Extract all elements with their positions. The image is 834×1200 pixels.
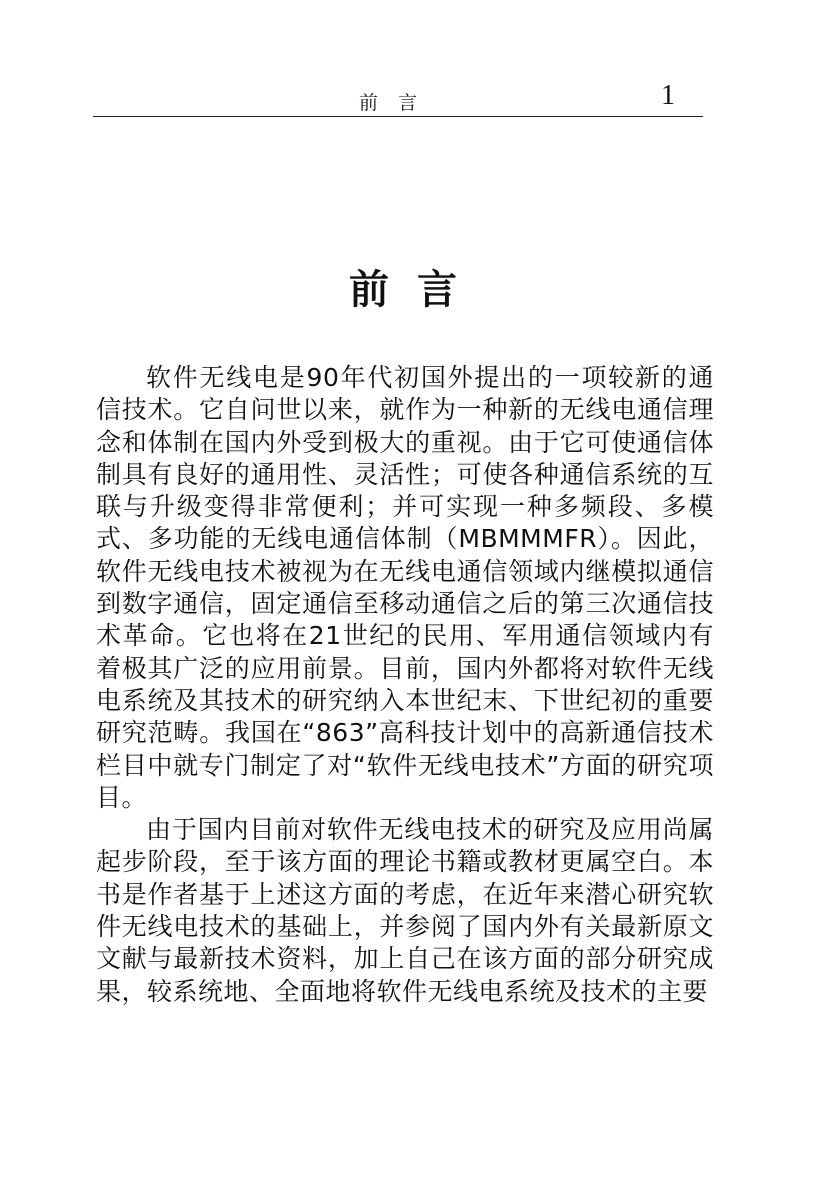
paragraph-1: 软件无线电是90年代初国外提出的一项较新的通信技术。它自问世以来，就作为一种新的无线电通信理念和体制在国内外受到极大的重视。由于它可使通信体制具有良好的通用性、灵活性；可使各种通信系统的互联与升级变得非常便利；并可实现一种多频段、多模式、多功能的无线电通信体制（MBMMMFR）。因此，软件无线电技术被视为在无线电通信领域内继模拟通信到数字通信，固定通信至移动通信之后的第三次通信技术革命。它也将在21世纪的民用、军用通信领域内有着极其广泛的应用前景。目前，国内外都将对软件无线电系统及其技术的研究纳入本世纪末、下世纪初的重要研究范畴。我国在“863”高科技计划中的高新通信技术栏目中就专门制定了对“软件无线电技术”方面的研究项目。	[96, 363, 714, 812]
chapter-title: 前言	[349, 267, 485, 313]
page-number: 1	[661, 80, 675, 111]
running-header	[93, 78, 703, 117]
paragraph-2: 由于国内目前对软件无线电技术的研究及应用尚属起步阶段，至于该方面的理论书籍或教材更属空白。本书是作者基于上述这方面的考虑，在近年来潜心研究软件无线电技术的基础上，并参阅了国内外有关最新原文文献与最新技术资料，加上自己在该方面的部分研究成果，较系统地、全面地将软件无线电系统及技术的主要	[96, 815, 714, 1006]
body-text	[96, 362, 714, 1008]
running-title: 前言	[358, 92, 437, 114]
